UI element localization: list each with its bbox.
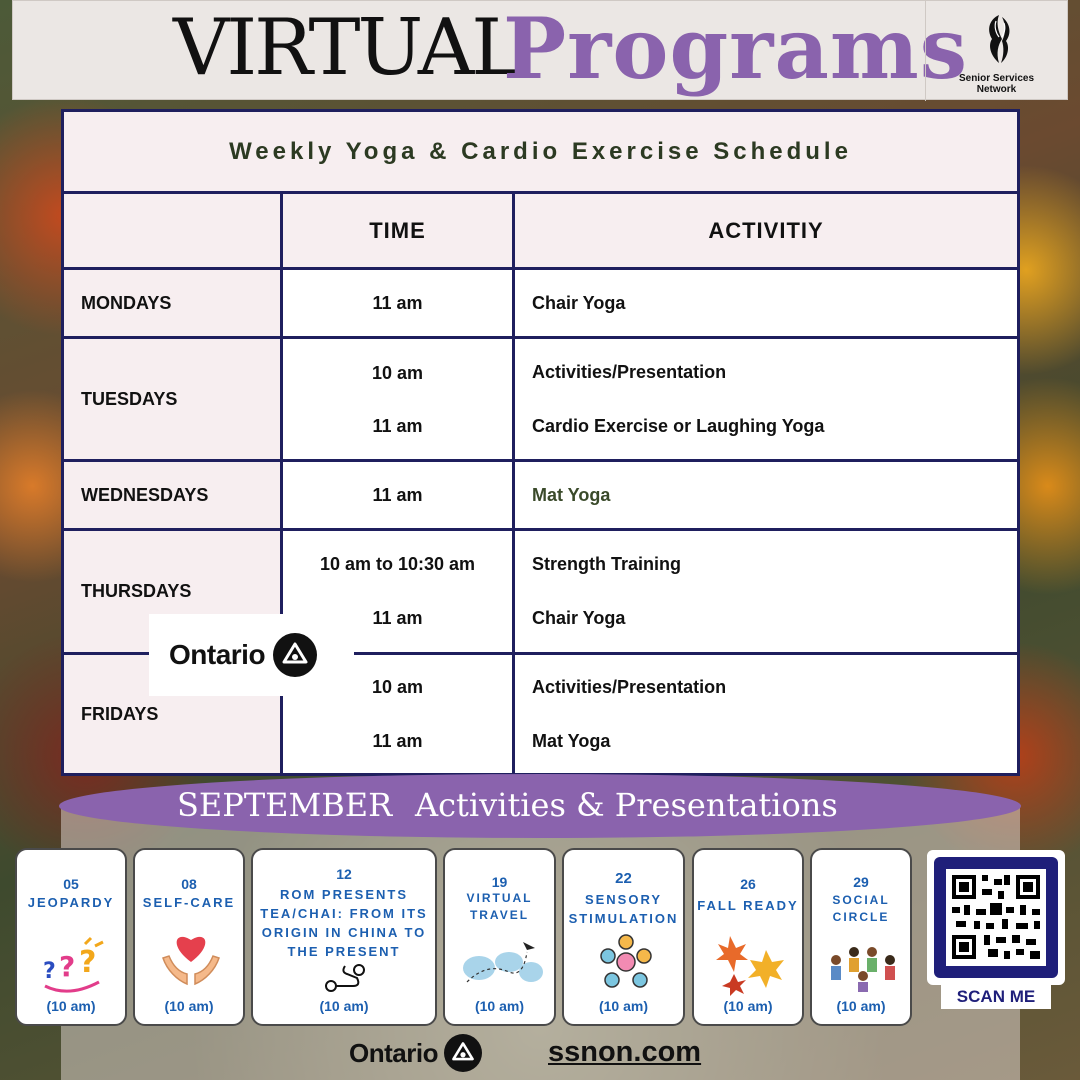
route-icon: [323, 962, 369, 994]
qr-code[interactable]: [927, 850, 1065, 985]
event-time: (10 am): [598, 998, 649, 1014]
event-label-line: CIRCLE: [832, 910, 890, 924]
event-label: [566, 890, 681, 928]
event-date: 12: [336, 866, 352, 882]
time-cell: 11 am: [372, 484, 423, 505]
org-name: [926, 73, 1067, 95]
activity-cell: Strength Training: [532, 554, 682, 574]
header: [12, 0, 1068, 100]
column-header-time: TIME: [283, 194, 512, 267]
svg-text:?: ?: [79, 945, 97, 980]
event-label-line: ROM PRESENTS: [279, 887, 408, 902]
banner-subtitle: Activities & Presentations: [415, 786, 838, 824]
september-banner: [59, 774, 1021, 838]
heart-hands-icon: [159, 924, 223, 990]
svg-text:?: ?: [59, 950, 76, 983]
ontario-logo: [149, 614, 354, 696]
activity-cell: Mat Yoga: [532, 484, 611, 505]
footer-ontario-logo: [349, 1034, 482, 1072]
event-label: [255, 885, 433, 961]
event-card: [810, 848, 912, 1026]
footer-ontario-wordmark: Ontario: [349, 1037, 438, 1068]
senses-icon: [600, 934, 652, 990]
event-label: JEOPARDY: [27, 895, 115, 910]
event-label-line: STIMULATION: [568, 911, 679, 926]
event-label-line: TEA/CHAI: FROM ITS: [260, 906, 428, 921]
schedule-title: Weekly Yoga & Cardio Exercise Schedule: [64, 112, 1017, 194]
grid-line: [64, 528, 1017, 531]
activity-cell: Mat Yoga: [532, 731, 611, 751]
grid-line: [64, 267, 1017, 270]
event-label-line: TRAVEL: [469, 908, 530, 922]
activity-cell: Chair Yoga: [532, 608, 626, 628]
org-name-line1: Senior Services: [958, 73, 1035, 84]
grid-line: [512, 194, 515, 776]
day-cell: THURSDAYS: [64, 531, 280, 652]
time-cell: 11 am: [372, 416, 423, 436]
day-cell: MONDAYS: [64, 270, 280, 336]
question-marks-icon: [39, 936, 109, 998]
grid-line: [64, 336, 1017, 339]
activity-cell: Cardio Exercise or Laughing Yoga: [532, 416, 825, 436]
qr-frame: [934, 857, 1058, 978]
event-date: 26: [740, 876, 756, 892]
event-date: 08: [181, 876, 197, 892]
time-cell: 10 am: [371, 677, 424, 697]
activity-cell: Activities/Presentation: [532, 362, 727, 382]
svg-text:?: ?: [43, 959, 56, 984]
event-time: (10 am): [723, 998, 773, 1014]
event-label-line: SENSORY: [584, 892, 663, 907]
banner-month: SEPTEMBER: [177, 786, 393, 824]
org-logo: [925, 1, 1067, 101]
activity-cell: Chair Yoga: [532, 292, 626, 313]
qr-pattern: [946, 869, 1046, 966]
event-label-line: SOCIAL: [832, 893, 890, 907]
event-time: (10 am): [474, 998, 525, 1014]
event-label-line: THE PRESENT: [287, 944, 401, 959]
day-cell: FRIDAYS: [64, 655, 280, 773]
event-label-line: VIRTUAL: [466, 891, 533, 905]
event-label: SELF-CARE: [142, 895, 236, 910]
activity-cell: Activities/Presentation: [532, 677, 727, 697]
event-time: (10 am): [46, 998, 96, 1014]
website-link[interactable]: ssnon.com: [548, 1036, 702, 1068]
event-time: (10 am): [319, 998, 369, 1014]
trillium-icon: [444, 1034, 482, 1072]
org-name-line2: Network: [976, 84, 1017, 95]
event-card: [443, 848, 556, 1026]
event-date: 05: [63, 876, 79, 892]
event-label: [447, 890, 552, 924]
event-label: [814, 892, 908, 926]
event-card: [15, 848, 127, 1026]
event-label-line: ORIGIN IN CHINA TO: [261, 925, 427, 940]
group-circle-icon: [824, 942, 902, 994]
event-card: [692, 848, 804, 1026]
time-cell: 11 am: [372, 292, 423, 313]
day-cell: TUESDAYS: [64, 339, 280, 459]
event-date: 22: [615, 870, 632, 887]
scan-me-label: SCAN ME: [941, 985, 1051, 1009]
butterfly-icon: [982, 11, 1016, 67]
ontario-wordmark: Ontario: [169, 639, 266, 670]
event-label: FALL READY: [697, 898, 799, 913]
event-card: [562, 848, 685, 1026]
time-cell: 10 am: [371, 363, 424, 383]
column-header-activity: ACTIVITIY: [515, 194, 1017, 267]
world-map-plane-icon: [457, 932, 547, 994]
autumn-leaves-icon: [712, 930, 788, 996]
event-time: (10 am): [836, 998, 886, 1014]
event-card: [251, 848, 437, 1026]
event-date: 29: [853, 874, 869, 890]
event-date: 19: [491, 874, 508, 890]
day-cell: WEDNESDAYS: [64, 462, 280, 528]
header-blank-cell: [64, 194, 280, 267]
trillium-icon: [273, 633, 317, 677]
event-time: (10 am): [164, 998, 214, 1014]
grid-line: [64, 459, 1017, 462]
time-cell: 10 am to 10:30 am: [319, 554, 476, 574]
time-cell: 11 am: [372, 731, 423, 751]
qr-code-icon: [946, 869, 1046, 966]
title-programs: Programs: [503, 0, 969, 98]
title-virtual: VIRTUAL: [173, 3, 520, 93]
time-cell: 11 am: [372, 608, 423, 628]
event-card: [133, 848, 245, 1026]
